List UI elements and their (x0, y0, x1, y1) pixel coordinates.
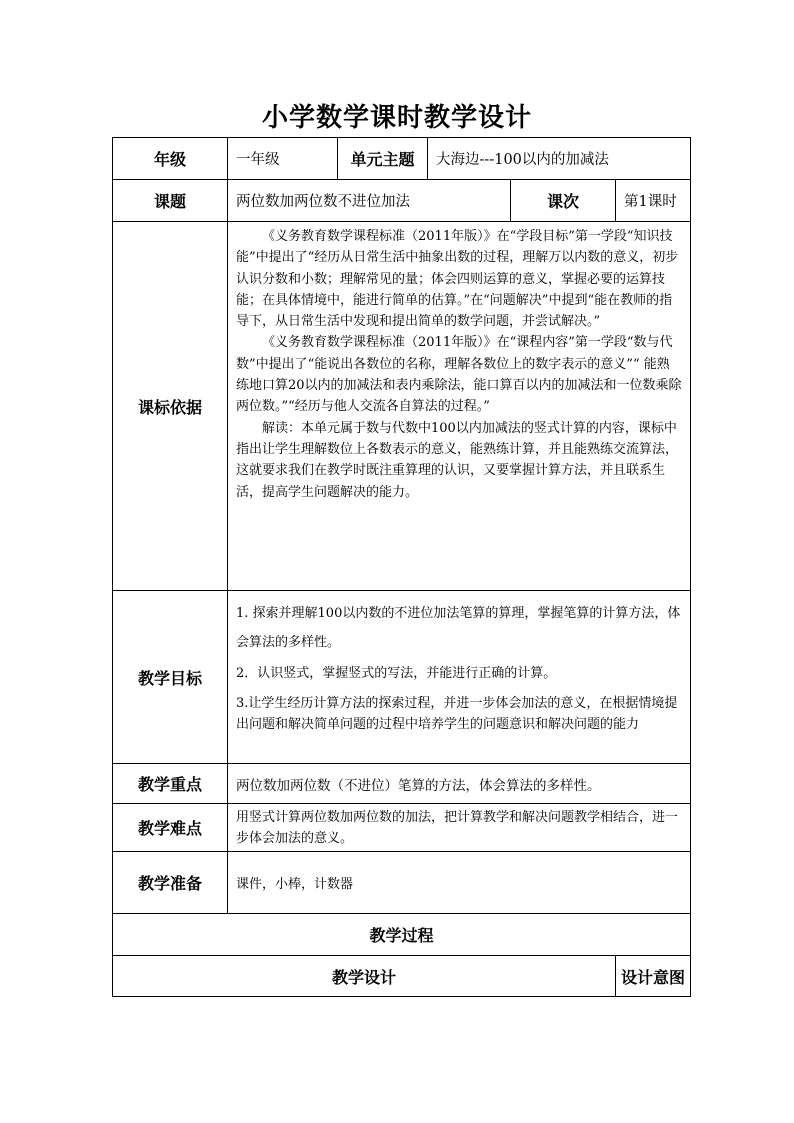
intent-label: 设计意图 (616, 956, 691, 997)
grade-value: 一年级 (228, 138, 338, 180)
key-points-value: 两位数加两位数（不进位）笔算的方法，体会算法的多样性。 (228, 764, 691, 804)
objectives-row (113, 591, 691, 764)
session-value: 第1课时 (616, 180, 691, 222)
objective-item: 2．认识竖式，掌握竖式的写法，并能进行正确的计算。 (236, 666, 557, 681)
grade-label: 年级 (113, 138, 228, 180)
process-header-row (113, 956, 691, 997)
objective-item: 3.让学生经历计算方法的探索过程，并进一步体会加法的意义，在根据情境提出问题和解决简单问题的过程中培养学生的问题意识和解决问题的能力 (236, 696, 678, 732)
process-label: 教学过程 (113, 914, 691, 956)
standards-content (228, 222, 691, 591)
preparation-label: 教学准备 (113, 852, 228, 914)
grade-row (113, 138, 691, 180)
difficulties-row (113, 804, 691, 852)
topic-label: 课题 (113, 180, 228, 222)
difficulties-label: 教学难点 (113, 804, 228, 852)
preparation-row (113, 852, 691, 914)
difficulties-value: 用竖式计算两位数加两位数的加法，把计算教学和解决问题教学相结合，进一步体会加法的意义。 (228, 804, 691, 852)
objective-item: 1. 探索并理解100以内数的不进位加法笔算的算理，掌握笔算的计算方法，体会算法的多样性。 (236, 606, 681, 650)
key-points-label: 教学重点 (113, 764, 228, 804)
standards-paragraph: 解读：本单元属于数与代数中100以内加减法的竖式计算的内容，课标中指出让学生理解数位上各数表示的意义，能熟练计算，并且能熟练交流算法，这就要求我们在教学时既注重算理的认识，又要掌握计算方法，并且联系生活，提高学生问题解决的能力。 (236, 420, 679, 500)
unit-label: 单元主题 (338, 138, 428, 180)
standards-label: 课标依据 (113, 222, 228, 591)
design-label: 教学设计 (113, 956, 616, 997)
document-title: 小学数学课时教学设计 (261, 103, 532, 133)
objectives-label: 教学目标 (113, 591, 228, 764)
standards-paragraph: 《义务教育数学课程标准（2011年版）》在“学段目标”第一学段“知识技能”中提出了“经历从日常生活中抽象出数的过程，理解万以内数的意义，初步认识分数和小数；理解常见的量；体会四则运算的意义，掌握必要的运算技能；在具体情境中，能进行简单的估算。”在“问题解决”中提到“能在教师的指导下，从日常生活中发现和提出简单的数学问题，并尝试解决。” (236, 229, 679, 330)
objectives-content (228, 591, 691, 764)
topic-value: 两位数加两位数不进位加法 (228, 180, 511, 222)
standards-row (113, 222, 691, 591)
key-points-row (113, 764, 691, 804)
topic-row (113, 180, 691, 222)
lesson-plan-table (112, 137, 691, 997)
unit-value: 大海边---100以内的加减法 (428, 138, 691, 180)
session-label: 课次 (511, 180, 616, 222)
standards-paragraph: 《义务教育数学课程标准（2011年版）》在“课程内容”第一学段“数与代数”中提出了“能说出各数位的名称，理解各数位上的数字表示的意义”“ 能熟练地口算20以内的加减法和表内乘除法，能口算百以内的加减法和一位数乘除两位数。”“经历与他人交流各自算法的过程。” (236, 335, 682, 415)
preparation-value: 课件，小棒，计数器 (228, 852, 691, 914)
process-row (113, 914, 691, 956)
